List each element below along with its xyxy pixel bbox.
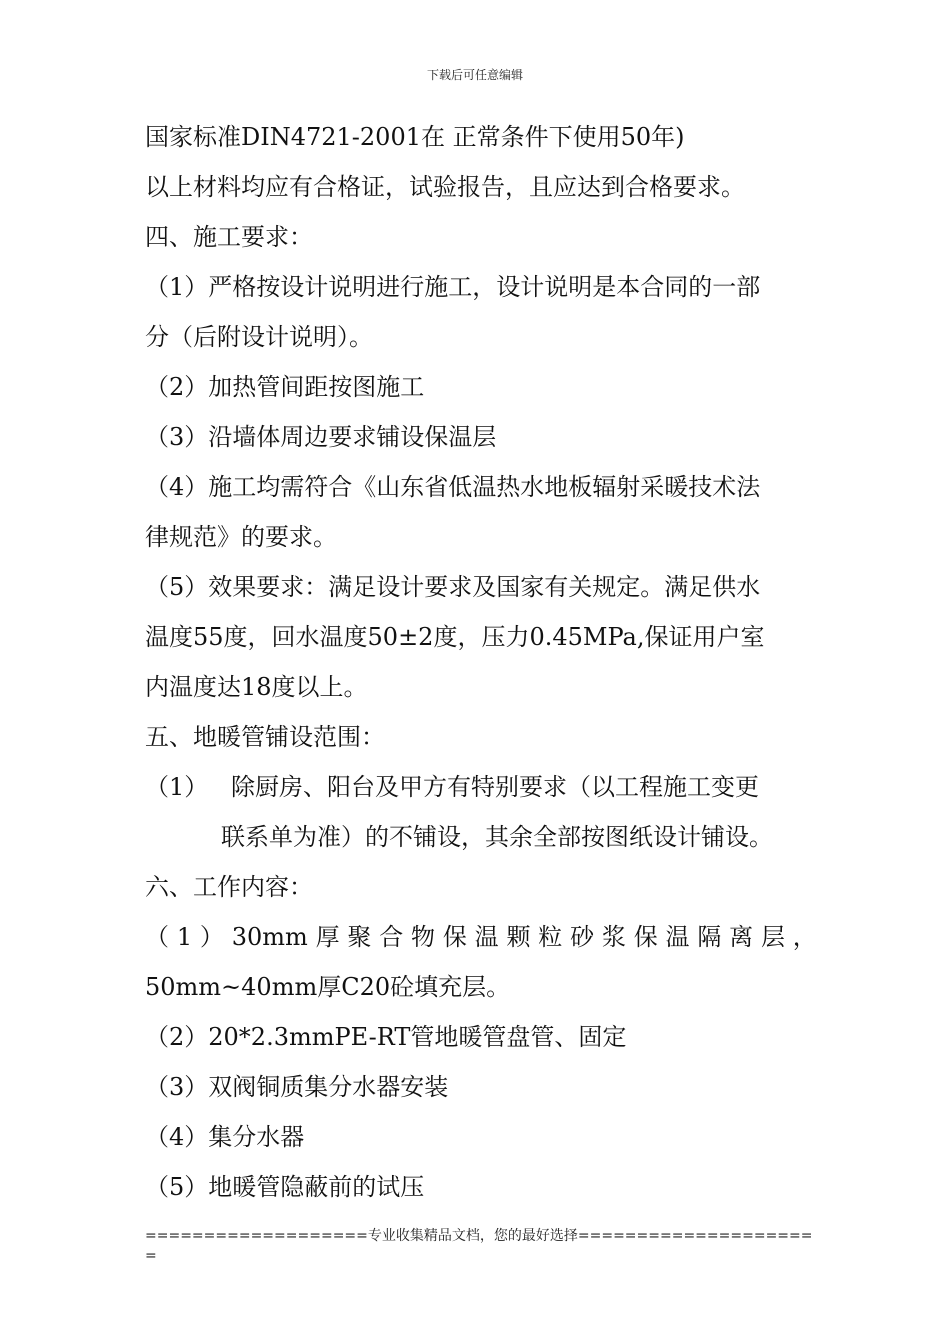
- work-item: （3）双阀铜质集分水器安装: [145, 1073, 449, 1101]
- text-line: 50mm~40mm厚C20砼填充层。: [145, 973, 511, 1001]
- text-fragment: 厚: [315, 923, 340, 951]
- work-item: （2）20*2.3mmPE-RT管地暖管盘管、固定: [145, 1023, 627, 1051]
- document-body: [145, 112, 817, 1212]
- text-fragment: 粒: [538, 923, 563, 951]
- text-fragment: 砂: [570, 923, 595, 951]
- text-line: 律规范》的要求。: [145, 523, 337, 551]
- page-footer: ===================专业收集精品文档，您的最好选择=====================: [145, 1228, 813, 1264]
- text-fragment: 温: [474, 923, 499, 951]
- text-fragment: 保: [633, 923, 658, 951]
- item-number: （1）: [145, 773, 209, 801]
- text-fragment: 聚: [347, 923, 372, 951]
- work-item: （4）集分水器: [145, 1123, 305, 1151]
- text-fragment: 物: [411, 923, 436, 951]
- section-heading: 四、施工要求：: [145, 223, 313, 251]
- text-line: （2）加热管间距按图施工: [145, 373, 425, 401]
- work-item: （5）地暖管隐蔽前的试压: [145, 1173, 425, 1201]
- text-line: 分（后附设计说明）。: [145, 323, 373, 351]
- page-header: 下载后可任意编辑: [426, 68, 523, 82]
- item-text: 除厨房、阳台及甲方有特别要求（以工程施工变更: [231, 773, 759, 801]
- text-fragment: 保: [442, 923, 467, 951]
- text-line: （4）施工均需符合《山东省低温热水地板辐射采暖技术法: [145, 473, 761, 501]
- text-line: 温度55度，回水温度50±2度，压力0.45MPa,保证用户室: [145, 623, 765, 651]
- text-fragment: 离: [729, 923, 754, 951]
- section-heading: 六、工作内容：: [145, 873, 313, 901]
- text-fragment: 合: [379, 923, 404, 951]
- text-fragment: ）: [199, 923, 224, 951]
- text-fragment: 层: [760, 923, 785, 951]
- scope-item-continuation: [145, 812, 810, 862]
- scope-item: [145, 762, 810, 812]
- text-line: 内温度达18度以上。: [145, 673, 368, 701]
- text-fragment: 温: [665, 923, 690, 951]
- text-fragment: ，: [792, 923, 817, 951]
- text-fragment: 浆: [601, 923, 626, 951]
- text-line: 国家标准DIN4721-2001在 正常条件下使用50年): [145, 123, 685, 151]
- work-item-1: [145, 912, 817, 962]
- text-fragment: 颗: [506, 923, 531, 951]
- text-line: （1）严格按设计说明进行施工，设计说明是本合同的一部: [145, 273, 761, 301]
- text-line: 以上材料均应有合格证，试验报告，且应达到合格要求。: [145, 173, 745, 201]
- text-line: （5）效果要求：满足设计要求及国家有关规定。满足供水: [145, 573, 761, 601]
- text-line: （3）沿墙体周边要求铺设保温层: [145, 423, 497, 451]
- text-fragment: 隔: [697, 923, 722, 951]
- item-text: 联系单为准）的不铺设，其余全部按图纸设计铺设。: [221, 823, 773, 851]
- text-fragment: 30mm: [231, 923, 308, 951]
- text-fragment: 1: [176, 923, 193, 951]
- section-heading: 五、地暖管铺设范围：: [145, 723, 385, 751]
- text-fragment: （: [145, 923, 169, 951]
